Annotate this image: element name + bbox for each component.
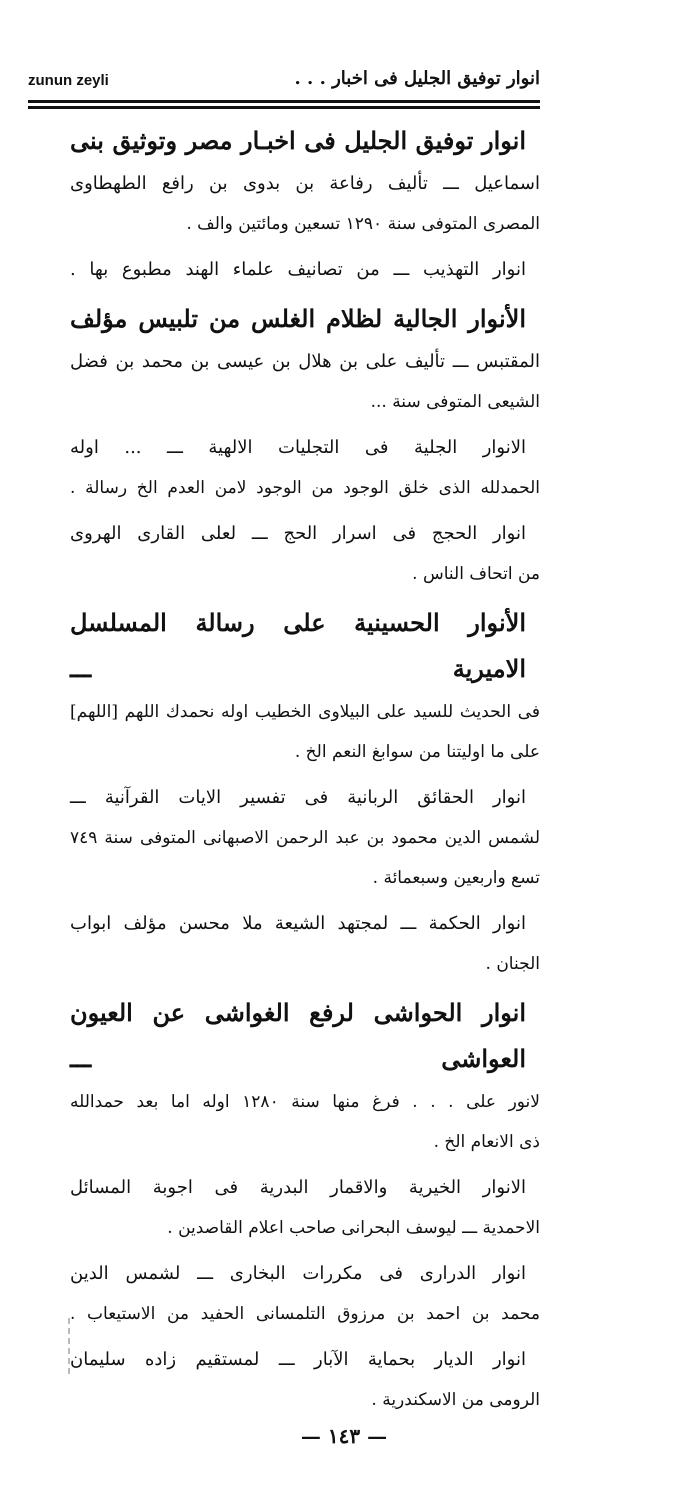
entry-text-line: على ما اوليتنا من سوابغ النعم الخ . bbox=[294, 742, 540, 762]
bibliography-entry bbox=[70, 296, 540, 422]
bibliography-entry bbox=[70, 118, 540, 244]
entry-title-line: انوار الدرارى فى مكررات البخارى ـــ لشمس الدين bbox=[70, 1263, 526, 1284]
entry-title-line: انوار توفيق الجليل فى اخبـار مصر وتوثيق بنى bbox=[70, 126, 526, 155]
bibliography-entry bbox=[70, 600, 540, 772]
entry-title-line: الأنوار الحسينية على رسالة المسلسل الاميرية ـــ bbox=[70, 608, 526, 683]
entry-title-line: انوار الحكمة ـــ لمجتهد الشيعة ملا محسن مؤلف ابواب bbox=[70, 913, 526, 934]
bibliography-entry bbox=[70, 904, 540, 984]
entry-title-line: انوار الحقائق الربانية فى تفسير الايات القرآنية ـــ bbox=[70, 787, 526, 808]
entry-text-line: المصرى المتوفى سنة ١٢٩٠ تسعين ومائتين والف . bbox=[186, 214, 540, 234]
entry-text-line: محمد بن احمد بن مرزوق التلمسانى الحفيد من الاستيعاب . bbox=[70, 1304, 540, 1324]
bibliography-entry bbox=[70, 428, 540, 508]
page-number: — ١٤٣ — bbox=[300, 1424, 388, 1448]
entry-title-line: انوار التهذيب ـــ من تصانيف علماء الهند مطبوع بها . bbox=[70, 259, 526, 280]
bibliography-entries bbox=[70, 118, 540, 1426]
entry-text-line: الجنان . bbox=[485, 954, 540, 974]
entry-text-line: ذى الانعام الخ . bbox=[433, 1132, 540, 1152]
bibliography-entry bbox=[70, 514, 540, 594]
entry-text-line: تسع واربعين وسبعمائة . bbox=[372, 868, 540, 888]
entry-title-line: انوار الحجج فى اسرار الحج ـــ لعلى القارى الهروى bbox=[70, 523, 526, 544]
bibliography-entry bbox=[70, 1254, 540, 1334]
entry-text-line: لانور على . . . فرغ منها سنة ١٢٨٠ اوله اما بعد حمدالله bbox=[70, 1092, 540, 1112]
bibliography-entry bbox=[70, 1340, 540, 1420]
entry-text-line: الحمدلله الذى خلق الوجود من الوجود لامن العدم الخ رسالة . bbox=[70, 478, 540, 498]
entry-text-line: من اتحاف الناس . bbox=[412, 564, 540, 584]
entry-text-line: الاحمدية ـــ ليوسف البحرانى صاحب اعلام القاصدين . bbox=[167, 1218, 540, 1238]
header-title: انوار توفيق الجليل فى اخبار . . . bbox=[294, 68, 540, 89]
entry-text-line: فى الحديث للسيد على البيلاوى الخطيب اوله نحمدك اللهم [اللهم] bbox=[70, 702, 540, 722]
entry-text-line: الرومى من الاسكندرية . bbox=[371, 1390, 540, 1410]
entry-text-line: الشيعى المتوفى سنة ... bbox=[370, 392, 540, 412]
entry-title-line: انوار الحواشى لرفع الغواشى عن العيون العواشى ـــ bbox=[70, 998, 526, 1073]
header-rule-top bbox=[28, 100, 540, 103]
entry-title-line: الأنوار الجالية لظلام الغلس من تلبيس مؤلف bbox=[70, 304, 526, 333]
entry-title-line: انوار الديار بحماية الآبار ـــ لمستقيم زاده سليمان bbox=[70, 1349, 526, 1370]
bibliography-entry bbox=[70, 778, 540, 898]
entry-text-line: اسماعيل ـــ تأليف رفاعة بن بدوى بن رافع الطهطاوى bbox=[70, 173, 540, 194]
running-header bbox=[28, 64, 540, 98]
bibliography-entry bbox=[70, 250, 540, 290]
margin-mark bbox=[68, 1318, 70, 1378]
entry-text-line: لشمس الدين محمود بن عبد الرحمن الاصبهانى المتوفى سنة ٧٤٩ bbox=[70, 828, 540, 848]
entry-title-line: الانوار الخيرية والاقمار البدرية فى اجوبة المسائل bbox=[70, 1177, 526, 1198]
entry-text-line: المقتبس ـــ تأليف على بن هلال بن عيسى بن محمد بن فضل bbox=[70, 351, 540, 372]
entry-title-line: الانوار الجلية فى التجليات الالهية ـــ ... اوله bbox=[70, 437, 526, 458]
header-left: zunun zeyli bbox=[28, 72, 109, 89]
header-rule-bottom bbox=[28, 106, 540, 109]
bibliography-entry bbox=[70, 1168, 540, 1248]
bibliography-entry bbox=[70, 990, 540, 1162]
